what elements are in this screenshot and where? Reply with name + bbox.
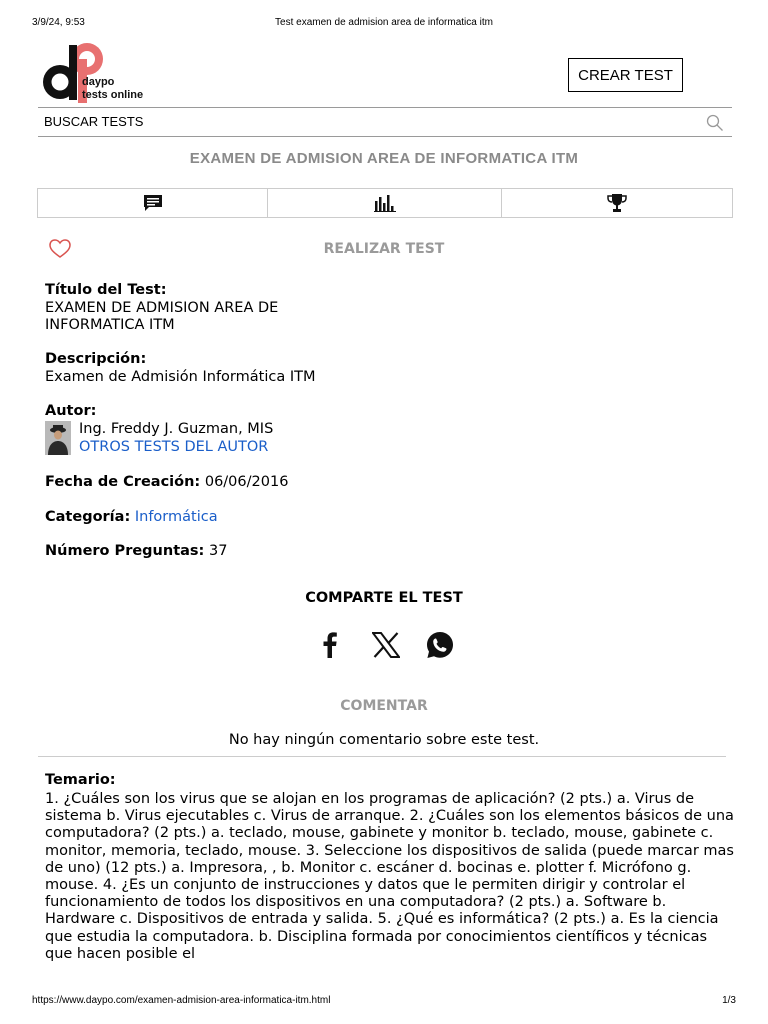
- author-name: Ing. Freddy J. Guzman, MIS: [79, 421, 274, 437]
- no-comments-text: No hay ningún comentario sobre este test.: [228, 732, 540, 748]
- author-label-block: [45, 403, 96, 421]
- print-url: https://www.daypo.com/examen-admision-area-informatica-itm.html: [32, 995, 331, 1006]
- syllabus-label: Temario:: [45, 772, 116, 788]
- author-label: Autor:: [45, 403, 97, 419]
- comment-icon: [143, 194, 163, 212]
- tab-stats[interactable]: [268, 189, 502, 217]
- print-title: Test examen de admision area de informatica itm: [275, 17, 493, 28]
- category-label: Categoría:: [45, 509, 131, 525]
- search-icon[interactable]: [706, 114, 724, 132]
- creation-date-row: [45, 474, 288, 492]
- test-title-value-1: EXAMEN DE ADMISION AREA DE: [45, 299, 279, 316]
- exam-title: EXAMEN DE ADMISION AREA DE INFORMATICA ITM: [189, 150, 579, 167]
- tab-bar: [37, 188, 733, 218]
- search-label: BUSCAR TESTS: [44, 114, 144, 129]
- search-bar[interactable]: [38, 107, 732, 137]
- logo-text: [82, 76, 143, 102]
- author-photo: [45, 421, 71, 455]
- share-facebook[interactable]: [317, 630, 343, 660]
- test-title-value-2: INFORMATICA ITM: [45, 317, 175, 333]
- comment-button[interactable]: COMENTAR: [340, 698, 428, 714]
- questions-value: 37: [208, 543, 228, 559]
- tab-comments[interactable]: [38, 189, 268, 217]
- trophy-icon: [607, 193, 627, 213]
- share-title: COMPARTE EL TEST: [305, 590, 463, 606]
- logo-line1: daypo: [82, 76, 115, 88]
- share-x[interactable]: [371, 630, 401, 660]
- creation-date-value: 06/06/2016: [204, 474, 289, 490]
- share-whatsapp[interactable]: [424, 630, 456, 660]
- logo-line2: tests online: [82, 89, 144, 101]
- category-link[interactable]: Informática: [134, 509, 218, 525]
- other-tests-link[interactable]: OTROS TESTS DEL AUTOR: [79, 438, 269, 455]
- divider: [38, 756, 726, 757]
- syllabus-text: 1. ¿Cuáles son los virus que se alojan en los programas de aplicación? (2 pts.) a. Virus de sistema b. Virus ejecutables c. Virus de arranque. 2. ¿Cuáles son los elementos básicos de una computadora? (2 pts.) a. teclado, mouse, gabinete y monitor b. teclado, mouse, gabinete c. monitor, memoria, teclado, mouse. 3. Seleccione los dispositivos de salida (puede marcar mas de uno) (12 pts.) a. Impresora, , b. Monitor c. escáner d. bocinas e. plotter f. Micrófono g. mouse. 4. ¿Es un conjunto de instrucciones y datos que le permiten dirigir y controlar el funcionamiento de todos los dispositivos en una computadora? (2 pts.) a. Software b. Hardware c. Dispositivos de entrada y salida. 5. ¿Qué es informática? (2 pts.) a. Es la ciencia que estudia la computadora. b. Disciplina formada por conocimientos científicos y técnicas que hacen posible el: [45, 791, 734, 962]
- print-header: [32, 17, 736, 31]
- description-value: Examen de Admisión Informática ITM: [45, 368, 316, 385]
- test-title-block: [45, 282, 278, 335]
- x-icon: [372, 632, 400, 658]
- category-row: [45, 509, 218, 527]
- description-label: Descripción:: [45, 351, 147, 367]
- questions-label: Número Preguntas:: [45, 543, 205, 559]
- creation-date-label: Fecha de Creación:: [45, 474, 201, 490]
- facebook-icon: [322, 632, 338, 658]
- whatsapp-icon: [425, 630, 455, 660]
- take-test-button[interactable]: REALIZAR TEST: [323, 241, 445, 257]
- stats-icon: [374, 194, 396, 212]
- author-info: [79, 421, 273, 456]
- print-page-number: 1/3: [722, 995, 736, 1006]
- questions-row: [45, 543, 227, 561]
- avatar[interactable]: [45, 421, 71, 455]
- create-test-button[interactable]: CREAR TEST: [568, 58, 683, 92]
- test-title-label: Título del Test:: [45, 282, 167, 298]
- print-date: 3/9/24, 9:53: [32, 17, 85, 28]
- description-block: [45, 351, 315, 386]
- tab-ranking[interactable]: [502, 189, 732, 217]
